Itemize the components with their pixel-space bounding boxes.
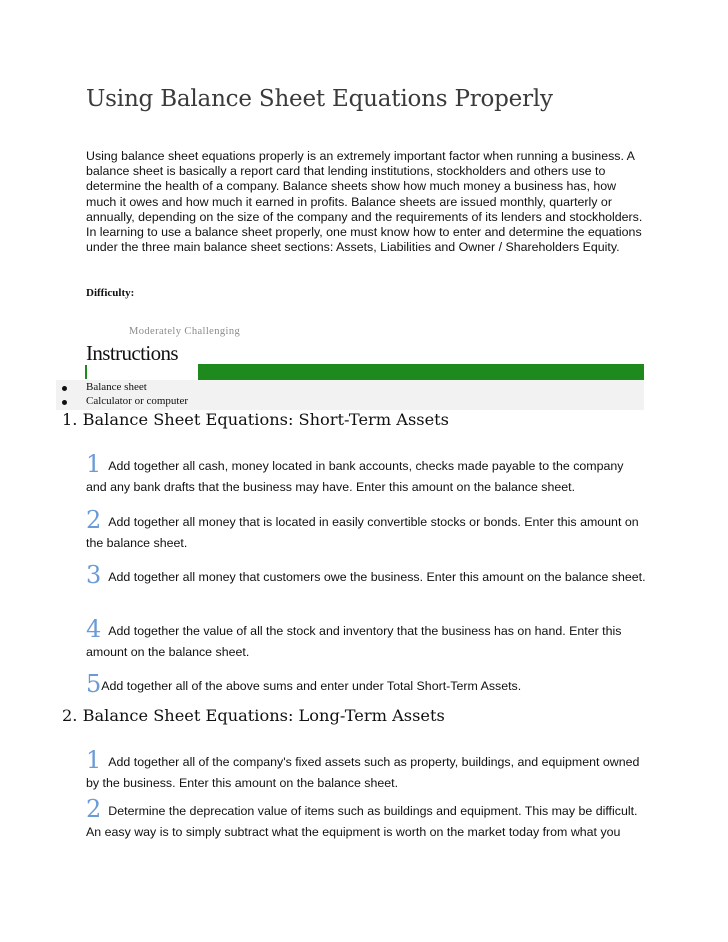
step-number: 5 bbox=[86, 670, 102, 698]
step-number: 3 bbox=[86, 561, 102, 589]
difficulty-value: Moderately Challenging bbox=[129, 326, 241, 337]
section-number: 1. bbox=[62, 410, 78, 429]
step-text: Add together all cash, money located in bank accounts, checks made payable to the company and any bank drafts that the business may have. Enter this amount on the balance sheet. bbox=[86, 459, 624, 494]
step-text: Add together all of the above sums and enter under Total Short-Term Assets. bbox=[101, 679, 522, 693]
step-number: 2 bbox=[86, 795, 102, 823]
bullet-icon bbox=[62, 400, 67, 405]
section-heading bbox=[62, 706, 445, 725]
step-text: Add together all money that customers owe the business. Enter this amount on the balance sheet. bbox=[108, 570, 646, 584]
intro-paragraph: Using balance sheet equations properly is an extremely important factor when running a business. A balance sheet is basically a report card that lending institutions, stockholders and others use to determine the health of a company. Balance sheets show how much money a business has, how much it owes and how much it earned in profits. Balance sheets are issued monthly, quarterly or annually, depending on the size of the company and the requirements of its lenders and stockholders. In learning to use a balance sheet properly, one must know how to enter and determine the equations under the three main balance sheet sections: Assets, Liabilities and Owner / Shareholders Equity. bbox=[86, 149, 643, 255]
instructions-tab-strip bbox=[198, 364, 644, 380]
step-number: 1 bbox=[86, 746, 102, 774]
bullet-icon bbox=[62, 386, 67, 391]
document-title: Using Balance Sheet Equations Properly bbox=[86, 86, 553, 112]
step bbox=[86, 452, 646, 498]
step bbox=[86, 563, 646, 588]
tab-marker bbox=[85, 365, 87, 379]
step bbox=[86, 672, 646, 697]
difficulty-label: Difficulty: bbox=[86, 287, 135, 299]
step-number: 4 bbox=[86, 615, 102, 643]
step bbox=[86, 508, 646, 554]
step-text: Determine the deprecation value of items such as buildings and equipment. This may be difficult. An easy way is to simply subtract what the equipment is worth on the market today from what you bbox=[86, 804, 638, 839]
step-number: 2 bbox=[86, 506, 102, 534]
step-text: Add together all money that is located in easily convertible stocks or bonds. Enter this amount on the balance sheet. bbox=[86, 515, 639, 550]
step bbox=[86, 797, 646, 843]
step-text: Add together all of the company's fixed assets such as property, buildings, and equipment owned by the business. Enter this amount on the balance sheet. bbox=[86, 755, 640, 790]
section-heading bbox=[62, 410, 449, 429]
step-text: Add together the value of all the stock and inventory that the business has on hand. Enter this amount on the balance sheet. bbox=[86, 624, 622, 659]
list-item bbox=[86, 395, 188, 407]
section-title: Balance Sheet Equations: Long-Term Assets bbox=[82, 706, 445, 725]
step-number: 1 bbox=[86, 450, 102, 478]
section-number: 2. bbox=[62, 706, 78, 725]
list-item-label: Calculator or computer bbox=[86, 395, 189, 407]
step bbox=[86, 617, 646, 663]
step bbox=[86, 748, 646, 794]
instructions-heading: Instructions bbox=[86, 341, 178, 365]
section-title: Balance Sheet Equations: Short-Term Assets bbox=[82, 410, 449, 429]
list-item bbox=[86, 381, 147, 393]
list-item-label: Balance sheet bbox=[86, 381, 147, 393]
